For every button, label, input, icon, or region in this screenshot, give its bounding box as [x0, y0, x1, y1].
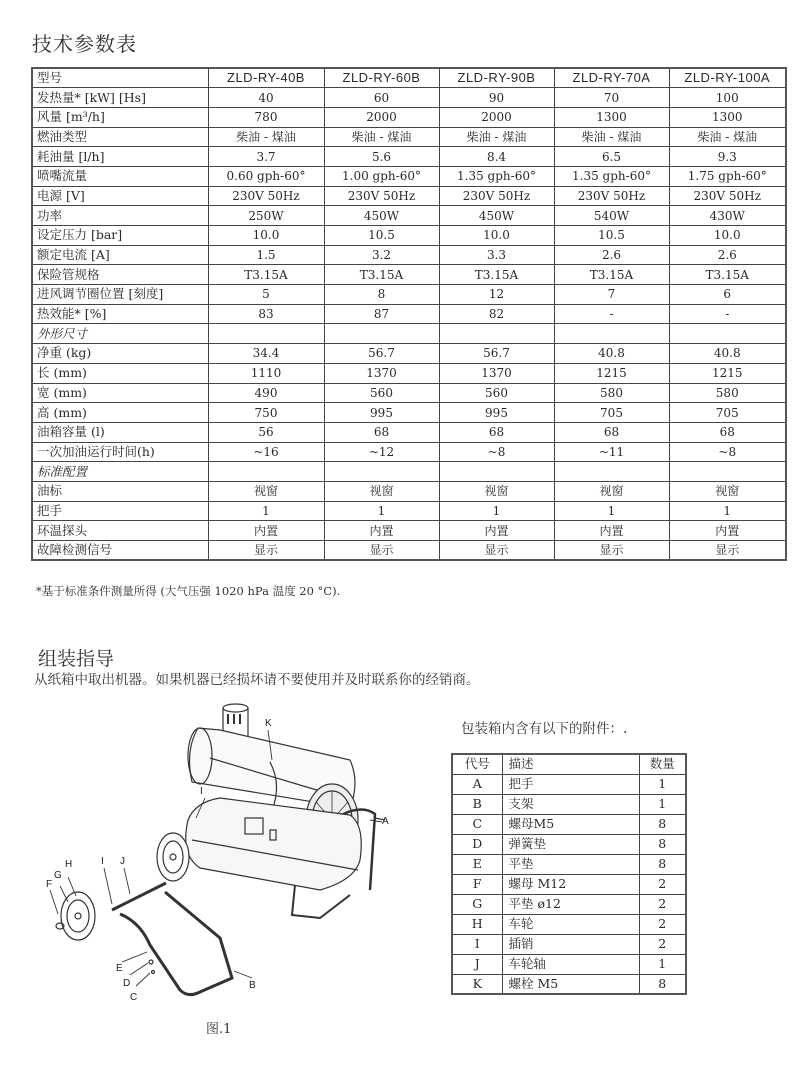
parameter-value: 视窗: [208, 481, 324, 501]
parameter-value: 40.8: [554, 344, 669, 364]
assembly-title: 组装指导: [38, 648, 115, 670]
parameter-value: 5: [208, 285, 324, 305]
parameter-value: 0.60 gph-60°: [208, 166, 324, 186]
header-label: 型号: [32, 68, 208, 88]
accessory-code: E: [452, 854, 502, 874]
parameter-value: -: [554, 304, 669, 324]
parameter-value: 视窗: [669, 481, 786, 501]
accessory-row: [452, 874, 686, 894]
parameter-value: 柴油 - 煤油: [669, 127, 786, 147]
spec-table-row: [32, 265, 786, 285]
accessory-code: G: [452, 894, 502, 914]
accessory-quantity: 2: [639, 934, 686, 954]
accessory-quantity: 8: [639, 834, 686, 854]
spec-table-row: [32, 245, 786, 265]
parameter-value: 40.8: [669, 344, 786, 364]
accessories-table: [451, 753, 687, 995]
accessories-header-row: [452, 754, 686, 774]
parameter-value: 450W: [324, 206, 439, 226]
spec-table-row: [32, 324, 786, 344]
model-name: ZLD-RY-70A: [554, 68, 669, 88]
accessory-quantity: 1: [639, 794, 686, 814]
spec-table: [31, 67, 787, 561]
accessory-row: [452, 934, 686, 954]
svg-text:B: B: [249, 980, 256, 991]
parameter-value: 1.00 gph-60°: [324, 166, 439, 186]
accessory-description: 螺母M5: [502, 814, 639, 834]
parameter-value: 6.5: [554, 147, 669, 167]
parameter-value: 显示: [439, 541, 554, 561]
model-name: ZLD-RY-100A: [669, 68, 786, 88]
svg-text:A: A: [382, 816, 389, 827]
accessory-code: D: [452, 834, 502, 854]
header-quantity: 数量: [639, 754, 686, 774]
parameter-value: 1.5: [208, 245, 324, 265]
parameter-value: [669, 462, 786, 482]
svg-text:I: I: [101, 856, 104, 867]
parameter-value: 9.3: [669, 147, 786, 167]
accessory-description: 把手: [502, 774, 639, 794]
parameter-value: 580: [554, 383, 669, 403]
parameter-value: 3.2: [324, 245, 439, 265]
parameter-value: 40: [208, 88, 324, 108]
parameter-value: 780: [208, 107, 324, 127]
parameter-value: 90: [439, 88, 554, 108]
parameter-value: 2.6: [554, 245, 669, 265]
accessory-quantity: 2: [639, 874, 686, 894]
figure-caption: 图.1: [206, 1022, 232, 1037]
parameter-value: 柴油 - 煤油: [324, 127, 439, 147]
parameter-value: 68: [554, 422, 669, 442]
parameter-value: 1.75 gph-60°: [669, 166, 786, 186]
parameter-value: -: [669, 304, 786, 324]
parameter-value: 430W: [669, 206, 786, 226]
section-label: 外形尺寸: [32, 324, 208, 344]
parameter-value: 柴油 - 煤油: [439, 127, 554, 147]
spec-table-row: [32, 363, 786, 383]
svg-text:H: H: [65, 859, 73, 870]
accessory-description: 车轮轴: [502, 954, 639, 974]
accessory-row: [452, 854, 686, 874]
svg-text:D: D: [123, 978, 131, 989]
spec-table-row: [32, 403, 786, 423]
accessory-description: 支架: [502, 794, 639, 814]
parameter-label: 设定压力 [bar]: [32, 226, 208, 246]
parameter-value: 87: [324, 304, 439, 324]
parameter-label: 热效能* [%]: [32, 304, 208, 324]
parameter-value: 1.35 gph-60°: [554, 166, 669, 186]
svg-text:K: K: [265, 718, 272, 729]
parameter-value: 250W: [208, 206, 324, 226]
parameter-label: 电源 [V]: [32, 186, 208, 206]
spec-table-row: [32, 541, 786, 561]
parameter-label: 进风调节圈位置 [刻度]: [32, 285, 208, 305]
accessories-title: 包装箱内含有以下的附件：.: [461, 721, 628, 737]
parameter-value: 60: [324, 88, 439, 108]
parameter-value: 显示: [554, 541, 669, 561]
parameter-value: 580: [669, 383, 786, 403]
parameter-value: 70: [554, 88, 669, 108]
spec-table-row: [32, 285, 786, 305]
spec-table-row: [32, 127, 786, 147]
svg-text:E: E: [116, 963, 123, 974]
svg-text:G: G: [54, 870, 62, 881]
parameter-value: [669, 324, 786, 344]
parameter-value: 450W: [439, 206, 554, 226]
parameter-value: [554, 324, 669, 344]
accessory-row: [452, 974, 686, 994]
parameter-value: 内置: [208, 521, 324, 541]
spec-table-row: [32, 147, 786, 167]
spec-table-title: 技术参数表: [32, 32, 137, 56]
parameter-value: 柴油 - 煤油: [208, 127, 324, 147]
parameter-value: 705: [554, 403, 669, 423]
spec-table-row: [32, 462, 786, 482]
parameter-value: 995: [439, 403, 554, 423]
parameter-value: 1215: [554, 363, 669, 383]
accessory-row: [452, 814, 686, 834]
parameter-value: 7: [554, 285, 669, 305]
parameter-label: 净重 (kg): [32, 344, 208, 364]
parameter-value: 10.0: [439, 226, 554, 246]
parameter-value: 100: [669, 88, 786, 108]
parameter-label: 环温探头: [32, 521, 208, 541]
accessory-row: [452, 954, 686, 974]
accessory-row: [452, 834, 686, 854]
svg-text:J: J: [120, 856, 125, 867]
parameter-value: T3.15A: [669, 265, 786, 285]
accessory-description: 弹簧垫: [502, 834, 639, 854]
parameter-value: 3.3: [439, 245, 554, 265]
parameter-value: 视窗: [554, 481, 669, 501]
parameter-value: 1: [669, 501, 786, 521]
parameter-value: 68: [669, 422, 786, 442]
parameter-label: 喷嘴流量: [32, 166, 208, 186]
spec-table-row: [32, 304, 786, 324]
svg-text:F: F: [46, 879, 53, 890]
spec-footnote: *基于标准条件测量所得 (大气压强 1020 hPa 温度 20 °C).: [36, 584, 341, 598]
accessory-code: H: [452, 914, 502, 934]
parameter-value: T3.15A: [208, 265, 324, 285]
header-code: 代号: [452, 754, 502, 774]
svg-text:I: I: [200, 786, 203, 797]
spec-table-row: [32, 166, 786, 186]
parameter-value: 68: [324, 422, 439, 442]
accessory-description: 平垫: [502, 854, 639, 874]
parameter-value: [439, 324, 554, 344]
parameter-value: 2.6: [669, 245, 786, 265]
model-name: ZLD-RY-60B: [324, 68, 439, 88]
spec-table-row: [32, 107, 786, 127]
parameter-value: 1.35 gph-60°: [439, 166, 554, 186]
parameter-label: 油标: [32, 481, 208, 501]
accessory-quantity: 8: [639, 814, 686, 834]
assembly-intro: 从纸箱中取出机器。如果机器已经损坏请不要使用并及时联系你的经销商。: [34, 672, 480, 688]
parameter-value: 10.0: [208, 226, 324, 246]
spec-table-row: [32, 501, 786, 521]
parameter-value: 8.4: [439, 147, 554, 167]
accessory-description: 螺母 M12: [502, 874, 639, 894]
parameter-value: 内置: [669, 521, 786, 541]
parameter-value: 1: [208, 501, 324, 521]
accessory-row: [452, 894, 686, 914]
parameter-value: 230V 50Hz: [439, 186, 554, 206]
parameter-value: 83: [208, 304, 324, 324]
parameter-value: 10.5: [554, 226, 669, 246]
spec-table-row: [32, 383, 786, 403]
parameter-value: 560: [439, 383, 554, 403]
parameter-value: 230V 50Hz: [208, 186, 324, 206]
spec-table-row: [32, 521, 786, 541]
parameter-value: 82: [439, 304, 554, 324]
parameter-value: ~8: [669, 442, 786, 462]
accessory-description: 车轮: [502, 914, 639, 934]
spec-table-row: [32, 422, 786, 442]
parameter-value: [324, 462, 439, 482]
parameter-value: 68: [439, 422, 554, 442]
accessory-code: I: [452, 934, 502, 954]
accessory-description: 平垫 ø12: [502, 894, 639, 914]
accessory-row: [452, 794, 686, 814]
accessory-description: 插销: [502, 934, 639, 954]
accessory-code: K: [452, 974, 502, 994]
parameter-value: [208, 324, 324, 344]
accessory-quantity: 8: [639, 854, 686, 874]
parameter-value: 1370: [439, 363, 554, 383]
parameter-label: 保险管规格: [32, 265, 208, 285]
accessory-row: [452, 774, 686, 794]
accessory-code: B: [452, 794, 502, 814]
parameter-value: 3.7: [208, 147, 324, 167]
parameter-value: 34.4: [208, 344, 324, 364]
accessory-quantity: 1: [639, 774, 686, 794]
parameter-value: 柴油 - 煤油: [554, 127, 669, 147]
accessory-row: [452, 914, 686, 934]
accessory-quantity: 2: [639, 894, 686, 914]
parameter-value: 995: [324, 403, 439, 423]
parameter-value: ~11: [554, 442, 669, 462]
parameter-value: 230V 50Hz: [324, 186, 439, 206]
parameter-value: T3.15A: [554, 265, 669, 285]
parameter-value: 1370: [324, 363, 439, 383]
parameter-value: 1: [324, 501, 439, 521]
parameter-label: 油箱容量 (l): [32, 422, 208, 442]
parameter-value: 内置: [439, 521, 554, 541]
spec-table-row: [32, 442, 786, 462]
heater-diagram-icon: [20, 690, 440, 1050]
parameter-value: 10.0: [669, 226, 786, 246]
parameter-value: 内置: [554, 521, 669, 541]
parameter-value: 10.5: [324, 226, 439, 246]
parameter-label: 功率: [32, 206, 208, 226]
parameter-value: 56.7: [439, 344, 554, 364]
parameter-value: 视窗: [439, 481, 554, 501]
parameter-value: ~8: [439, 442, 554, 462]
spec-table-row: [32, 88, 786, 108]
section-label: 标准配置: [32, 462, 208, 482]
parameter-value: 6: [669, 285, 786, 305]
parameter-value: 5.6: [324, 147, 439, 167]
parameter-value: 显示: [324, 541, 439, 561]
parameter-value: 8: [324, 285, 439, 305]
parameter-value: 490: [208, 383, 324, 403]
model-name: ZLD-RY-40B: [208, 68, 324, 88]
parameter-value: 750: [208, 403, 324, 423]
parameter-label: 发热量* [kW] [Hs]: [32, 88, 208, 108]
heater-exploded-diagram: [20, 690, 440, 1050]
parameter-label: 把手: [32, 501, 208, 521]
parameter-value: 1: [439, 501, 554, 521]
parameter-value: 230V 50Hz: [669, 186, 786, 206]
parameter-label: 宽 (mm): [32, 383, 208, 403]
model-name: ZLD-RY-90B: [439, 68, 554, 88]
parameter-label: 风量 [m³/h]: [32, 107, 208, 127]
parameter-value: 705: [669, 403, 786, 423]
parameter-value: ~16: [208, 442, 324, 462]
parameter-value: 1110: [208, 363, 324, 383]
parameter-value: 内置: [324, 521, 439, 541]
parameter-value: 视窗: [324, 481, 439, 501]
parameter-label: 耗油量 [l/h]: [32, 147, 208, 167]
parameter-value: T3.15A: [439, 265, 554, 285]
parameter-value: 2000: [439, 107, 554, 127]
accessory-quantity: 8: [639, 974, 686, 994]
parameter-value: [208, 462, 324, 482]
spec-table-row: [32, 344, 786, 364]
header-description: 描述: [502, 754, 639, 774]
parameter-value: ~12: [324, 442, 439, 462]
accessory-code: C: [452, 814, 502, 834]
accessory-code: F: [452, 874, 502, 894]
parameter-value: [324, 324, 439, 344]
accessory-code: A: [452, 774, 502, 794]
spec-table-row: [32, 186, 786, 206]
parameter-value: 1300: [669, 107, 786, 127]
parameter-value: 12: [439, 285, 554, 305]
parameter-value: [554, 462, 669, 482]
parameter-value: [439, 462, 554, 482]
parameter-label: 一次加油运行时间(h): [32, 442, 208, 462]
parameter-value: 560: [324, 383, 439, 403]
accessory-code: J: [452, 954, 502, 974]
parameter-value: 2000: [324, 107, 439, 127]
parameter-label: 燃油类型: [32, 127, 208, 147]
spec-table-row: [32, 481, 786, 501]
spec-table-row: [32, 226, 786, 246]
parameter-label: 长 (mm): [32, 363, 208, 383]
parameter-label: 额定电流 [A]: [32, 245, 208, 265]
parameter-label: 故障检测信号: [32, 541, 208, 561]
parameter-value: 540W: [554, 206, 669, 226]
parameter-value: 56.7: [324, 344, 439, 364]
accessory-description: 螺栓 M5: [502, 974, 639, 994]
accessory-quantity: 2: [639, 914, 686, 934]
parameter-label: 高 (mm): [32, 403, 208, 423]
parameter-value: 显示: [669, 541, 786, 561]
parameter-value: T3.15A: [324, 265, 439, 285]
accessory-quantity: 1: [639, 954, 686, 974]
svg-text:C: C: [130, 992, 138, 1003]
spec-table-header-row: [32, 68, 786, 88]
spec-table-row: [32, 206, 786, 226]
parameter-value: 1300: [554, 107, 669, 127]
parameter-value: 56: [208, 422, 324, 442]
parameter-value: 230V 50Hz: [554, 186, 669, 206]
parameter-value: 1: [554, 501, 669, 521]
parameter-value: 1215: [669, 363, 786, 383]
parameter-value: 显示: [208, 541, 324, 561]
